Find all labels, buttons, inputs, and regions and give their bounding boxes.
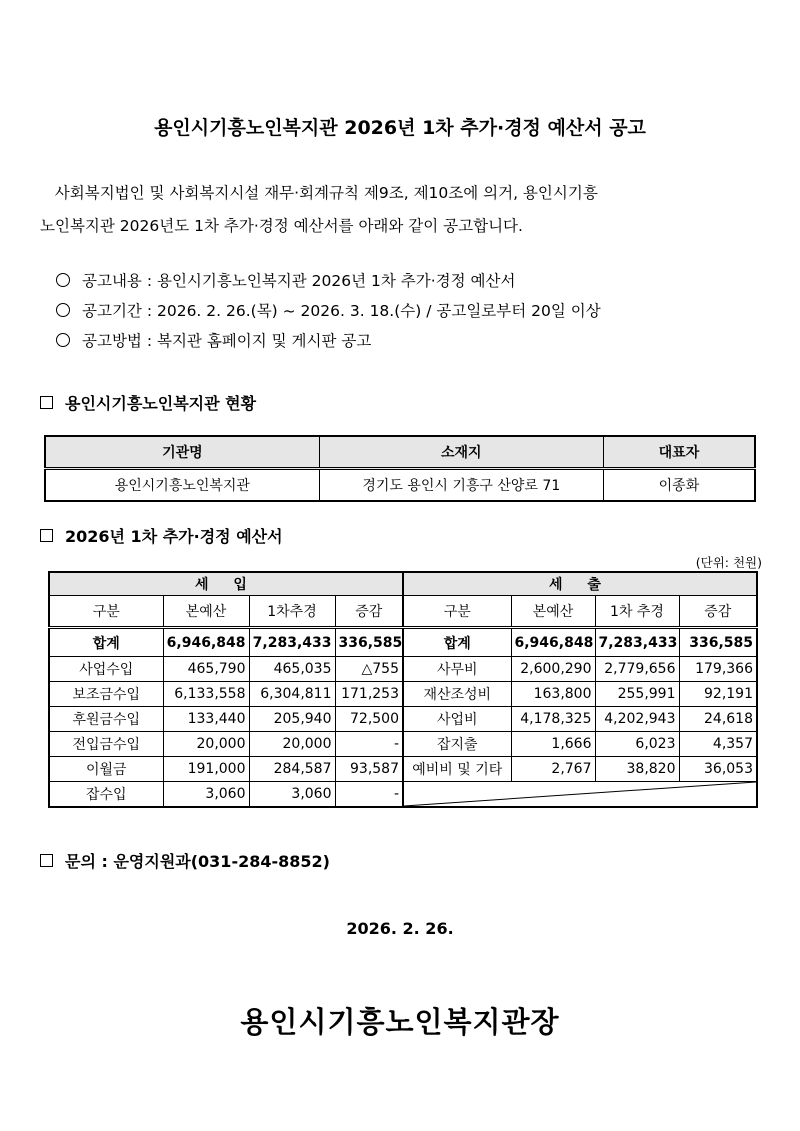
- column-header: 소재지: [319, 436, 603, 469]
- section-heading-contact: [40, 849, 330, 872]
- intro-line-2: 노인복지관 2026년도 1차 추가·경정 예산서를 아래와 같이 공고합니다.: [40, 217, 523, 235]
- notice-item-period: [56, 296, 601, 326]
- section-heading-text: 2026년 1차 추가·경정 예산서: [65, 527, 283, 546]
- table-cell: 6,304,811: [249, 682, 335, 707]
- budget-group-header-row: [49, 572, 757, 596]
- table-cell: 이종화: [603, 469, 755, 502]
- notice-item-method: [56, 326, 601, 356]
- table-cell: 171,253: [335, 682, 403, 707]
- notice-label: 공고방법: [82, 332, 142, 350]
- notice-value: 2026. 2. 26.(목) ~ 2026. 3. 18.(수) / 공고일로부터 20일 이상: [156, 302, 601, 320]
- column-header: 본예산: [163, 596, 249, 628]
- table-row: [49, 682, 757, 707]
- table-row: [49, 657, 757, 682]
- table-cell: 191,000: [163, 757, 249, 782]
- table-cell: 336,585: [679, 628, 757, 657]
- table-cell: 72,500: [335, 707, 403, 732]
- notice-separator: :: [141, 272, 157, 290]
- table-cell: 경기도 용인시 기흥구 산양로 71: [319, 469, 603, 502]
- table-cell: 284,587: [249, 757, 335, 782]
- contact-text: 문의 : 운영지원과(031-284-8852): [65, 852, 330, 871]
- table-cell: 사업수입: [49, 657, 163, 682]
- unit-label: (단위: 천원): [695, 555, 762, 570]
- square-bullet-icon: [40, 529, 53, 542]
- table-row: [49, 782, 757, 808]
- budget-column-header-row: [49, 596, 757, 628]
- table-row: [49, 757, 757, 782]
- table-cell: 7,283,433: [595, 628, 679, 657]
- column-header: 1차추경: [249, 596, 335, 628]
- table-cell: 6,133,558: [163, 682, 249, 707]
- circle-bullet-icon: [56, 303, 70, 317]
- income-group-header: 세 입: [49, 572, 403, 596]
- table-cell: 6,023: [595, 732, 679, 757]
- table-cell: 24,618: [679, 707, 757, 732]
- table-cell: 3,060: [163, 782, 249, 808]
- table-cell: 2,779,656: [595, 657, 679, 682]
- table-cell: 2,600,290: [511, 657, 595, 682]
- section-heading-status: [40, 391, 256, 414]
- notice-separator: :: [141, 302, 157, 320]
- notice-separator: :: [141, 332, 157, 350]
- signature: 용인시기흥노인복지관장: [240, 1005, 560, 1039]
- table-cell: 용인시기흥노인복지관: [45, 469, 319, 502]
- notice-date: 2026. 2. 26.: [346, 919, 454, 938]
- expense-group-header: 세 출: [403, 572, 757, 596]
- table-cell: 합계: [403, 628, 511, 657]
- column-header: 구분: [49, 596, 163, 628]
- page-title: 용인시기흥노인복지관 2026년 1차 추가·경정 예산서 공고: [154, 117, 646, 139]
- table-cell: 205,940: [249, 707, 335, 732]
- table-cell: 465,790: [163, 657, 249, 682]
- intro-paragraph: [40, 177, 770, 243]
- table-cell: 20,000: [163, 732, 249, 757]
- table-cell: 336,585: [335, 628, 403, 657]
- table-cell: -: [335, 732, 403, 757]
- table-cell: 1,666: [511, 732, 595, 757]
- table-row: [45, 469, 755, 502]
- table-header-row: [45, 436, 755, 469]
- table-cell: 93,587: [335, 757, 403, 782]
- table-row-total: [49, 628, 757, 657]
- table-cell: 163,800: [511, 682, 595, 707]
- notice-value: 복지관 홈페이지 및 게시판 공고: [156, 332, 372, 350]
- intro-line-1: [40, 177, 770, 210]
- table-cell: 7,283,433: [249, 628, 335, 657]
- column-header: 본예산: [511, 596, 595, 628]
- circle-bullet-icon: [56, 333, 70, 347]
- table-cell: 보조금수입: [49, 682, 163, 707]
- table-cell: 92,191: [679, 682, 757, 707]
- table-row: [49, 707, 757, 732]
- table-cell: 4,178,325: [511, 707, 595, 732]
- intro-line-1-text: 사회복지법인 및 사회복지시설 재무·회계규칙 제9조, 제10조에 의거, 용인시기흥: [54, 184, 598, 202]
- column-header: 구분: [403, 596, 511, 628]
- table-cell: 179,366: [679, 657, 757, 682]
- diagonal-line: [404, 782, 756, 806]
- empty-diagonal-cell: [403, 782, 757, 808]
- table-cell: 재산조성비: [403, 682, 511, 707]
- table-cell: 465,035: [249, 657, 335, 682]
- table-cell: 잡수입: [49, 782, 163, 808]
- notice-value: 용인시기흥노인복지관 2026년 1차 추가·경정 예산서: [156, 272, 516, 290]
- table-cell: 4,357: [679, 732, 757, 757]
- table-cell: 3,060: [249, 782, 335, 808]
- table-cell: -: [335, 782, 403, 808]
- notice-list: [56, 266, 601, 356]
- table-cell: 사무비: [403, 657, 511, 682]
- table-cell: 후원금수입: [49, 707, 163, 732]
- section-heading-text: 용인시기흥노인복지관 현황: [65, 394, 257, 413]
- table-cell: 사업비: [403, 707, 511, 732]
- table-cell: 이월금: [49, 757, 163, 782]
- notice-item-content: [56, 266, 601, 296]
- table-cell: 잡지출: [403, 732, 511, 757]
- facility-info-table: [44, 435, 756, 502]
- table-cell: △755: [335, 657, 403, 682]
- table-cell: 133,440: [163, 707, 249, 732]
- column-header: 1차 추경: [595, 596, 679, 628]
- notice-label: 공고기간: [82, 302, 142, 320]
- column-header: 기관명: [45, 436, 319, 469]
- notice-label: 공고내용: [82, 272, 142, 290]
- table-cell: 4,202,943: [595, 707, 679, 732]
- budget-table: [48, 571, 758, 808]
- table-cell: 2,767: [511, 757, 595, 782]
- table-cell: 합계: [49, 628, 163, 657]
- column-header: 대표자: [603, 436, 755, 469]
- table-cell: 6,946,848: [511, 628, 595, 657]
- table-cell: 20,000: [249, 732, 335, 757]
- square-bullet-icon: [40, 854, 53, 867]
- column-header: 증감: [335, 596, 403, 628]
- table-cell: 38,820: [595, 757, 679, 782]
- table-cell: 전입금수입: [49, 732, 163, 757]
- square-bullet-icon: [40, 396, 53, 409]
- table-cell: 6,946,848: [163, 628, 249, 657]
- circle-bullet-icon: [56, 273, 70, 287]
- column-header: 증감: [679, 596, 757, 628]
- table-cell: 36,053: [679, 757, 757, 782]
- table-cell: 예비비 및 기타: [403, 757, 511, 782]
- table-cell: 255,991: [595, 682, 679, 707]
- table-row: [49, 732, 757, 757]
- section-heading-budget: [40, 524, 283, 547]
